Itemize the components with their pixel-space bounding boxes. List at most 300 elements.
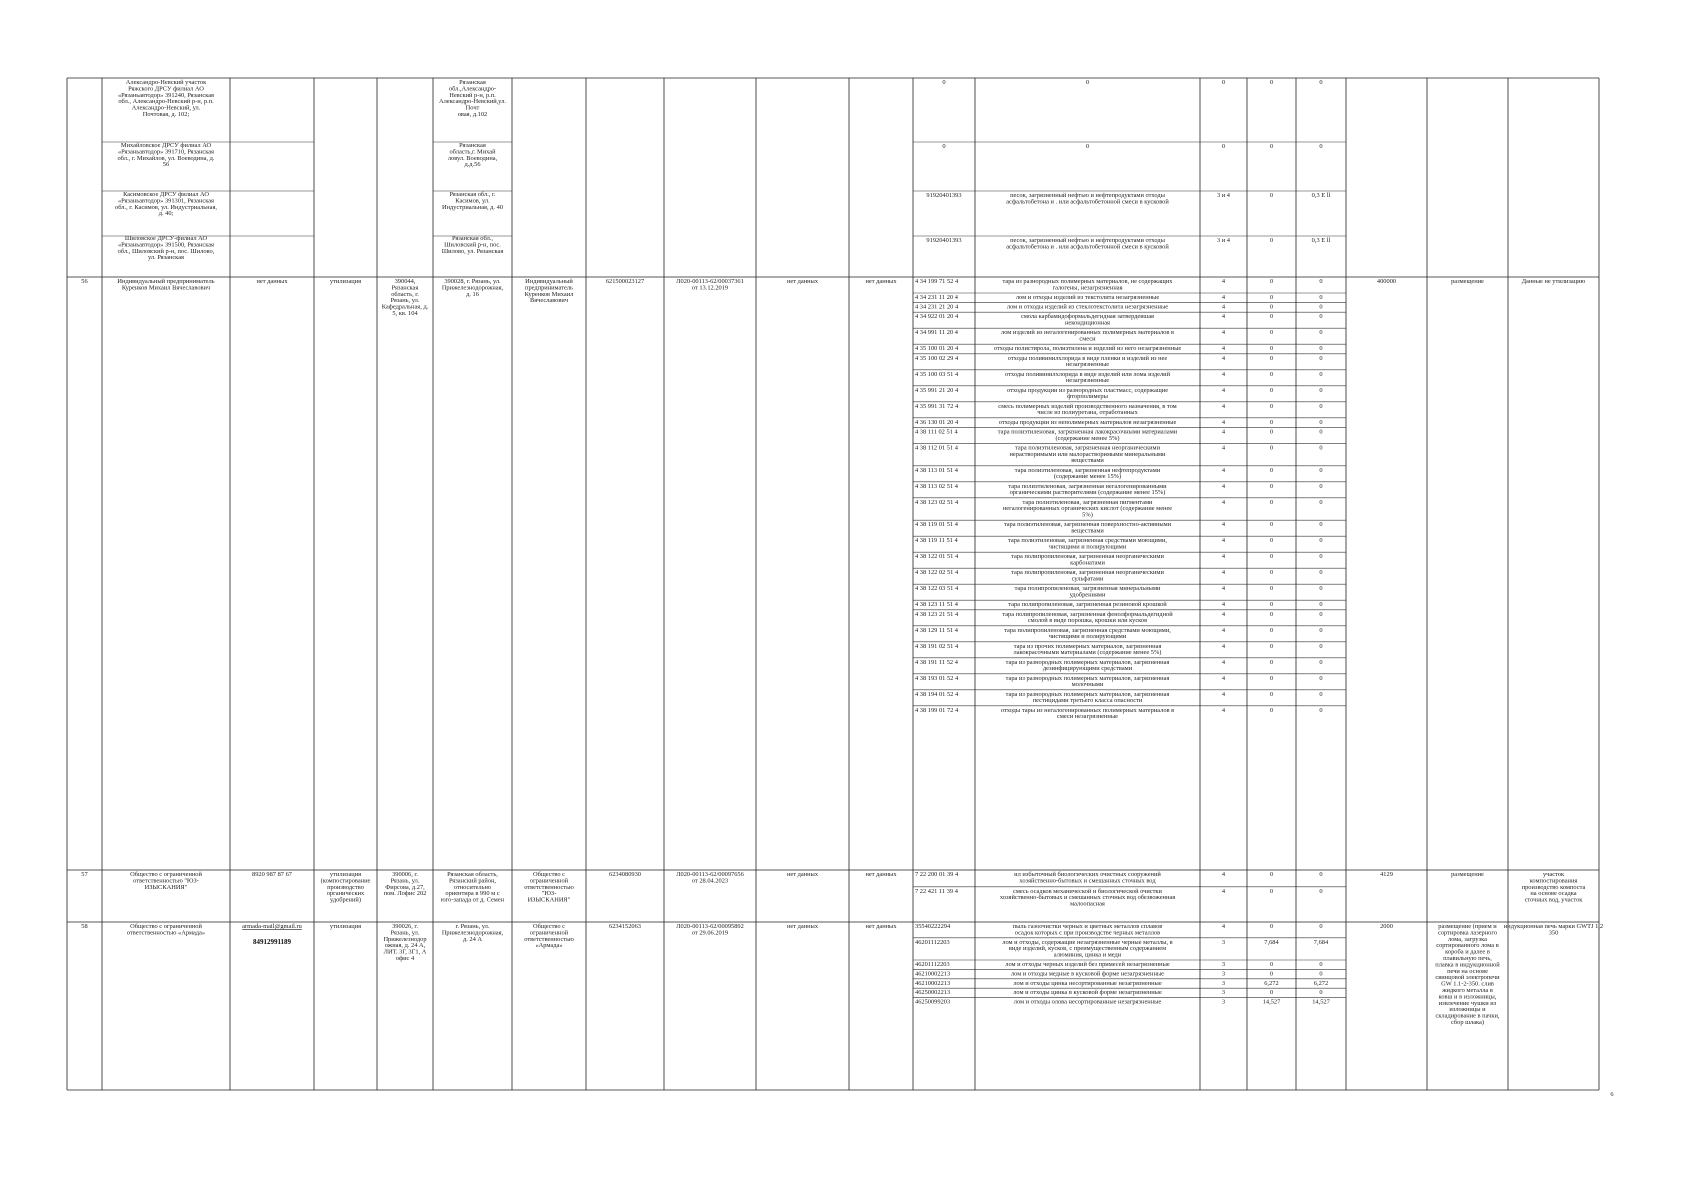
waste-description: чистящими и полирующими (1048, 543, 1127, 551)
operator-name: "ЮЗ- (541, 890, 557, 898)
activity-type: утилизация (329, 923, 362, 930)
waste-code: 46201112203 (915, 938, 950, 946)
waste-amount: 0 (1269, 294, 1274, 301)
waste-description: тара из разнородных полимерных материалов, не содержащих (1002, 278, 1173, 285)
waste-description: тара полипропиленовая, загрязненная фенолформальдегидной (1002, 610, 1173, 618)
waste-amount: 0 (1319, 961, 1323, 968)
waste-amount: 0 (1319, 313, 1323, 321)
waste-description: 0 (1085, 143, 1090, 150)
waste-description: лом и отходы цинка в кусковой форме незагрязненные (1013, 989, 1162, 997)
waste-amount: 14,527 (1312, 998, 1330, 1006)
handling-method: сортировка лазерного (1437, 929, 1498, 937)
hazard-class: 3 (1221, 979, 1226, 987)
license-number: от 28.04.2023 (691, 877, 729, 885)
waste-description: лом и отходы олова несортированные незагрязненные (1013, 998, 1162, 1006)
cell-no-data: нет данных (865, 278, 897, 285)
waste-description: тара из разнородных полимерных материалов, загрязненная (1005, 658, 1170, 666)
hazard-class: 4 (1221, 345, 1226, 353)
waste-code: 4 38 193 01 52 4 (915, 674, 959, 682)
waste-description: тара из разнородных полимерных материалов, загрязненная (1005, 674, 1170, 682)
waste-code: 4 38 129 11 51 4 (915, 626, 958, 634)
handling-method: лома, загрузка (1448, 935, 1487, 943)
handling-method: ковш и в изложницы, (1438, 993, 1497, 1001)
waste-description: отходы поливинилхлорида в виде изделий или лома изделий (1004, 370, 1171, 378)
site-address: Рязанская обл., (452, 235, 493, 242)
row-number: 58 (81, 923, 88, 930)
waste-description: лом и отходы, содержащие незагрязненные черные металлы, в (1002, 938, 1173, 946)
activity-type: (компостирование (320, 877, 371, 885)
waste-amount: 0 (1269, 386, 1274, 394)
waste-amount: 0 (1269, 871, 1274, 878)
waste-amount: 0 (1269, 418, 1274, 426)
hazard-class: 0 (1221, 79, 1226, 86)
waste-code: 35540222294 (915, 923, 951, 930)
waste-description: тара полиэтиленовая, загрязненная негалогенированными (1008, 482, 1167, 490)
waste-description: отходы поливинилхлорида в виде пленки и изделий из нее (1007, 354, 1168, 362)
organization-name: обл., Александро-Невский р-н, р.п. (118, 98, 214, 106)
waste-amount: 0 (1319, 278, 1323, 285)
waste-code: 4 38 119 01 51 4 (915, 521, 958, 529)
waste-code: 4 36 130 01 20 4 (915, 418, 959, 426)
inn: 6234152063 (609, 923, 641, 930)
waste-description: отходы полистирола, полиэтилена и изделий из него незагрязненные (993, 345, 1182, 353)
site-address: 390028, г. Рязань, ул. (444, 278, 501, 285)
cell-no-data: нет данных (865, 871, 897, 878)
waste-amount: 0 (1319, 626, 1323, 634)
operator-name: Общество с (532, 923, 566, 930)
waste-amount: 0 (1319, 674, 1323, 682)
hazard-class: 4 (1221, 444, 1226, 452)
organization-name: «Рязаньавтодор» 391500, Рязанская (117, 241, 215, 249)
waste-amount: 0 (1269, 706, 1274, 714)
waste-amount: 0 (1269, 428, 1274, 436)
waste-description: некондиционная (1065, 319, 1110, 327)
operator-name: Куренков Михаил (524, 290, 574, 298)
handling-method: жидкого металла в (1442, 987, 1493, 994)
waste-code: 7 22 200 01 39 4 (915, 871, 959, 878)
activity-type: производство (327, 883, 364, 891)
operator-name: Вячеславович (529, 297, 569, 305)
hazard-class: 4 (1221, 601, 1226, 609)
handling-method: короба и далее в (1445, 948, 1490, 956)
waste-amount: 0 (1319, 303, 1323, 311)
hazard-class: 4 (1221, 428, 1226, 436)
organization-name: Общество с ограниченной (130, 871, 202, 878)
legal-address: 390006, г. (392, 871, 418, 878)
waste-amount: 0 (1269, 601, 1274, 609)
hazard-class: 3 и 4 (1216, 192, 1231, 199)
organization-name: обл., г. Михайлов, ул. Воеводина, д. (117, 154, 215, 162)
waste-amount: 0 (1269, 303, 1274, 311)
waste-amount: 0 (1319, 887, 1323, 895)
hazard-class: 4 (1221, 642, 1226, 650)
waste-amount: 0 (1319, 537, 1323, 545)
waste-code: 4 34 231 21 20 4 (915, 303, 959, 311)
waste-amount: 0 (1319, 370, 1323, 378)
handling-method: GW 1.1-2-350. слив (1441, 980, 1494, 988)
waste-code: 7 22 421 11 39 4 (915, 887, 958, 895)
hazard-class: 4 (1221, 303, 1226, 311)
operator-name: предприниматель (525, 284, 573, 292)
waste-description: тара из разнородных полимерных материалов, загрязненная (1005, 690, 1170, 698)
waste-description: органическими растворителями (содержание менее 15%) (1009, 489, 1166, 497)
waste-description: песок, загрязненный нефтью и нефтепродуктами отходы (1010, 237, 1165, 244)
waste-amount: 0 (1319, 690, 1323, 698)
site-address: Александро-Невский,ул. (438, 98, 507, 106)
waste-amount: 0 (1269, 345, 1274, 353)
waste-amount: 0,3 E ll (1311, 237, 1331, 244)
legal-address: Рязань, ул. (390, 877, 420, 885)
operator-name: «Армада» (535, 942, 563, 950)
waste-description: негалогенированных органических кислот (содержание менее (1002, 505, 1173, 513)
waste-amount: 0 (1269, 569, 1274, 577)
notes: компостирования (1529, 877, 1578, 885)
legal-address: Рязанская (391, 284, 419, 292)
waste-description: тара полипропиленовая, загрязненная резиновой крошкой (1008, 601, 1167, 609)
hazard-class: 3 и 4 (1216, 237, 1231, 244)
waste-code: 4 34 922 01 20 4 (915, 313, 959, 321)
organization-name: ответственностью "ЮЗ- (133, 877, 199, 885)
organization-name: Ряжского ДРСУ филиал АО (128, 85, 204, 93)
waste-description: смеси незагрязненные (1057, 713, 1118, 721)
site-address: Шиловский р-н, пос. (444, 241, 501, 249)
waste-description: тара полиэтиленовая, загрязненная средствами моющими, (1007, 537, 1168, 545)
cell-no-data: нет данных (786, 923, 819, 930)
waste-description: пыль газоочистки черных и цветных металлов сплавов (1012, 923, 1163, 930)
waste-description: незагрязненные (1065, 377, 1110, 385)
cell-no-data: нет данных (865, 923, 897, 930)
waste-code: 46210002213 (915, 970, 951, 978)
waste-description: лом и отходы черных изделий без примесей незагрязненные (1005, 961, 1170, 968)
hazard-class: 3 (1221, 998, 1226, 1006)
waste-amount: 0 (1269, 482, 1274, 490)
waste-amount: 0 (1319, 658, 1323, 666)
site-address: Рязанская обл., г. (449, 191, 496, 198)
waste-description: тара полипропиленовая, загрязненная средствами моющими, (1004, 626, 1171, 634)
organization-name: 56 (162, 161, 170, 169)
waste-description: пестицидами третьего класса опасности (1032, 697, 1143, 705)
waste-amount: 0 (1269, 970, 1274, 978)
waste-amount: 0,3 E ll (1311, 192, 1331, 199)
site-address: ловул. Воеводина, (447, 154, 498, 162)
site-address: Почт (465, 104, 480, 112)
handling-method: плавильную печь, (1443, 955, 1492, 962)
site-address: Прижелезнодорожная, (441, 284, 504, 292)
legal-address: ЛИТ. 3Г, 3Г1, А (383, 948, 427, 956)
hazard-class: 0 (1221, 143, 1226, 150)
waste-amount: 0 (1319, 294, 1323, 301)
hazard-class: 3 (1221, 961, 1226, 968)
waste-amount: 0 (1269, 237, 1274, 244)
waste-code: 4 38 113 01 51 4 (915, 466, 958, 474)
site-address: юго-запада от д. Семен (440, 896, 505, 904)
hazard-class: 4 (1221, 626, 1226, 634)
waste-amount: 0 (1319, 428, 1323, 436)
inn: 6234080930 (609, 871, 641, 878)
waste-description: тара полиэтиленовая, загрязненная лакокрасочными материалами (997, 428, 1178, 436)
waste-description: малоопасная (1070, 900, 1105, 908)
waste-code: 4 35 100 01 20 4 (915, 345, 959, 353)
activity-type: удобрений) (330, 896, 361, 904)
waste-description: карбонатами (1070, 559, 1105, 567)
handling-method: свинцовой электропечи (1435, 974, 1500, 982)
waste-amount: 0 (1319, 923, 1323, 930)
waste-description: смеси (1079, 335, 1096, 343)
waste-description: фторполимеры (1067, 393, 1108, 401)
waste-code: 46250099203 (915, 998, 951, 1006)
waste-code: 4 38 194 01 52 4 (915, 690, 959, 698)
hazard-class: 4 (1221, 923, 1226, 930)
site-address: Шилово, ул. Рязанская (441, 247, 504, 255)
site-address: Прижелезнодорожная, (441, 929, 504, 937)
waste-description: лом и отходы изделий из текстолита незагрязненные (1015, 294, 1160, 301)
hazard-class: 4 (1221, 278, 1226, 285)
waste-amount: 0 (1319, 498, 1323, 506)
waste-amount: 0 (1319, 329, 1323, 337)
waste-code: 4 38 122 03 51 4 (915, 585, 959, 593)
waste-description: удобрениями (1069, 591, 1106, 599)
waste-code: 4 34 199 71 52 4 (915, 278, 959, 285)
activity-type: органических (326, 890, 365, 898)
operator-name: ИЗЫСКАНИЯ" (527, 896, 571, 904)
waste-description: галогены, незагрязненная (1052, 284, 1123, 292)
operator-name: ответственностью (524, 883, 574, 891)
hazard-class: 4 (1221, 887, 1226, 895)
organization-name: «Рязаньавтодор» 391240, Рязанская (117, 91, 215, 99)
organization-name: Индивидуальный предприниматель (117, 278, 215, 285)
waste-description: тара из прочих полимерных материалов, загрязненная (1013, 642, 1162, 650)
site-address: Рязанская (459, 79, 486, 86)
license-number: Л020-00113-62/00037361 (676, 278, 744, 285)
legal-address: Рязань, ул. (390, 297, 420, 305)
site-address: Рязанская (459, 142, 486, 149)
row-number: 56 (81, 278, 88, 285)
hazard-class: 4 (1221, 690, 1226, 698)
hazard-class: 4 (1221, 553, 1226, 561)
legal-address: 390044, (394, 278, 416, 285)
hazard-class: 4 (1221, 871, 1226, 878)
waste-description: хозяйственно-бытовых и смешанных сточных вод (1019, 877, 1156, 885)
waste-amount: 6,272 (1313, 979, 1329, 987)
waste-amount: 0 (1269, 370, 1274, 378)
waste-amount: 0 (1319, 553, 1323, 561)
capacity-value: 4129 (1380, 871, 1393, 878)
waste-description: виде изделий, кусков, с преимущественным содержанием (1008, 945, 1167, 953)
waste-description: 0 (1085, 79, 1090, 86)
organization-name: «Рязаньавтодор» 391710, Рязанская (117, 148, 215, 156)
waste-description: отходы продукции из неполимерных материалов незагрязненные (998, 418, 1177, 426)
cell-no-data: нет данных (786, 278, 819, 285)
waste-amount: 0 (1269, 498, 1274, 506)
handling-method: извлечение чушки из (1438, 999, 1497, 1007)
site-address: овая, д.102 (457, 111, 488, 118)
legal-address: ожная, д. 24 А, (384, 942, 426, 950)
hazard-class: 4 (1221, 610, 1226, 618)
hazard-class: 4 (1221, 674, 1226, 682)
waste-description: веществами (1071, 457, 1104, 465)
waste-description: смесь осадков механической и биологической очистки (1013, 887, 1162, 895)
waste-amount: 0 (1319, 610, 1323, 618)
waste-code: 91920401393 (926, 192, 962, 199)
waste-code: 4 38 122 02 51 4 (915, 569, 959, 577)
waste-code: 4 35 991 21 20 4 (915, 386, 959, 394)
handling-method: плавка в индукционной (1435, 961, 1500, 969)
handling-method: сортированного лома в (1436, 942, 1499, 950)
waste-amount: 0 (1269, 961, 1274, 968)
hazard-class: 4 (1221, 402, 1226, 410)
license-number: от 29.06.2019 (691, 929, 729, 937)
activity-type: утилизация (329, 871, 362, 878)
contact-phone: 84912991189 (252, 938, 292, 946)
waste-amount: 0 (1269, 79, 1274, 86)
waste-description: асфальтобетона и . или асфальтобетонной смеси в кусковой (1006, 198, 1169, 206)
waste-amount: 7,684 (1313, 938, 1329, 946)
waste-code: 46210002213 (915, 979, 951, 987)
waste-description: смолой в виде порошка, крошки или кусков (1027, 617, 1148, 625)
waste-code: 4 35 100 02 29 4 (915, 354, 959, 362)
contact-email[interactable]: armada-mail@gmail.ru (242, 923, 302, 930)
waste-amount: 0 (1319, 466, 1323, 474)
organization-name: д. 40; (158, 210, 174, 218)
waste-code: 91920401393 (926, 237, 962, 244)
site-address: Невский р-н, р.п. (449, 91, 496, 99)
license-number: от 13.12.2019 (691, 284, 729, 292)
waste-amount: 0 (1319, 642, 1323, 650)
site-address: д.д.56 (464, 161, 481, 169)
waste-amount: 0 (1269, 642, 1274, 650)
notes: производство компоста (1521, 883, 1586, 891)
handling-method: размещение (1451, 278, 1484, 285)
organization-name: Александро-Невский, ул. (131, 104, 201, 112)
organization-name: обл., Шиловский р-н, пос. Шилово, (117, 247, 215, 255)
organization-name: ответственностью «Армада» (126, 929, 206, 937)
waste-description: тара полипропиленовая, загрязненная минеральными (1014, 585, 1161, 593)
waste-code: 4 38 191 02 51 4 (915, 642, 959, 650)
waste-amount: 0 (1319, 402, 1323, 410)
waste-description: алюминия, цинка и меди (1053, 951, 1122, 959)
capacity-value: 2000 (1380, 923, 1393, 930)
hazard-class: 4 (1221, 418, 1226, 426)
notes: участок (1542, 871, 1565, 878)
waste-description: смола карбамидоформальдегидная затвердевшая (1021, 313, 1154, 321)
waste-description: 5%) (1082, 511, 1093, 519)
organization-name: Михайловское ДРСУ филиал АО (120, 142, 212, 149)
contact-phone: 8920 987 87 67 (252, 871, 292, 878)
waste-description: отходы тары из негалогенированных полимерных материалов в (1000, 706, 1175, 714)
site-address: ориентира в 990 м с (445, 890, 500, 898)
organization-name: Общество с ограниченной (130, 923, 202, 930)
site-address: г. Рязань, ул. (455, 923, 490, 930)
waste-code: 4 35 100 03 51 4 (915, 370, 959, 378)
waste-description: осадок которых с при производстве черных металлов (1014, 929, 1161, 937)
waste-description: сульфатами (1071, 575, 1104, 583)
waste-description: веществами (1071, 527, 1104, 535)
handling-method: размещение (прием и (1438, 923, 1497, 930)
waste-amount: 0 (1269, 192, 1274, 199)
license-number: Л020-00113-62/00095892 (676, 923, 744, 930)
waste-amount: 0 (1269, 658, 1274, 666)
waste-amount: 0 (1269, 444, 1274, 452)
waste-amount: 0 (1269, 887, 1274, 895)
waste-description: отходы продукции из разнородных пластмасс, содержащие (1006, 386, 1169, 394)
waste-amount: 0 (1319, 706, 1323, 714)
waste-amount: 0 (1269, 553, 1274, 561)
waste-code: 4 38 111 02 51 4 (915, 428, 958, 436)
hazard-class: 4 (1221, 706, 1226, 714)
waste-description: лакокрасочными материалами (содержание менее 5%) (1013, 649, 1162, 657)
waste-description: лом изделий из негалогенированных полимерных материалов в (1001, 329, 1174, 337)
organization-name: «Рязаньавтодор» 391301, Рязанская (117, 197, 215, 205)
waste-amount: 0 (1319, 143, 1323, 150)
waste-description: хозяйственно-бытовых и смешанных сточных вод обезвоженная (999, 894, 1176, 902)
waste-amount: 0 (1269, 143, 1274, 150)
waste-description: песок, загрязненный нефтью и нефтепродуктами отходы (1010, 192, 1165, 199)
handling-method: изложницы и (1449, 1006, 1486, 1014)
waste-amount: 0 (1319, 345, 1323, 353)
page-number: 6 (1610, 1091, 1614, 1098)
hazard-class: 4 (1221, 354, 1226, 362)
hazard-class: 4 (1221, 521, 1226, 529)
hazard-class: 3 (1221, 970, 1226, 978)
handling-method: печи на основе (1447, 967, 1488, 975)
waste-description: смесь полимерных изделий производственного назначения, в том (998, 402, 1177, 410)
contact-phone: нет данных (256, 278, 288, 285)
site-address: Рязанская область, (447, 871, 498, 878)
organization-name: ИЗЫСКАНИЯ" (144, 883, 188, 891)
activity-type: утилизация (329, 278, 362, 285)
capacity-value: 400000 (1376, 278, 1397, 285)
waste-amount: 0 (1269, 329, 1274, 337)
site-address: д. 16 (466, 290, 479, 298)
waste-code: 4 35 991 31 72 4 (915, 402, 959, 410)
waste-amount: 0 (1319, 569, 1323, 577)
site-address: д. 24 А (462, 935, 483, 943)
hazard-class: 4 (1221, 537, 1226, 545)
waste-code: 4 38 122 01 51 4 (915, 553, 959, 561)
waste-code: 46201112203 (915, 961, 950, 968)
waste-amount: 0 (1319, 354, 1323, 362)
waste-code: 4 38 191 11 52 4 (915, 658, 958, 666)
legal-address: 390026, г. (392, 923, 418, 930)
inn: 621500023127 (605, 278, 645, 285)
organization-name: Почтовая, д. 102; (142, 111, 190, 118)
waste-code: 4 38 199 01 72 4 (915, 706, 959, 714)
cell-no-data: нет данных (786, 871, 819, 878)
hazard-class: 3 (1221, 989, 1226, 997)
notes: индукционная печь марки GWTJ 1,2 (1503, 923, 1604, 930)
hazard-class: 3 (1221, 938, 1226, 946)
handling-method: сбор шлака) (1450, 1019, 1485, 1026)
legal-address: Прижелезнодор (383, 935, 427, 943)
hazard-class: 4 (1221, 569, 1226, 577)
site-address: Касимов, ул. (455, 197, 490, 205)
legal-address: пом. Лофис 202 (383, 890, 427, 898)
waste-amount: 0 (1269, 989, 1274, 997)
operator-name: Индивидуальный (525, 278, 573, 285)
waste-amount: 0 (1319, 444, 1323, 452)
waste-amount: 0 (1269, 466, 1274, 474)
organization-name: Касимовское ДРСУ филиал АО (123, 191, 209, 198)
site-address: Индустриальная, д. 40 (441, 203, 504, 211)
license-number: Л020-00113-62/00097656 (676, 871, 744, 878)
waste-description: тара полиэтиленовая, загрязненная поверхностно-активными (1003, 521, 1172, 529)
waste-code: 4 38 113 02 51 4 (915, 482, 958, 490)
waste-amount: 6,272 (1264, 979, 1279, 987)
legal-address: Кафедральная, д. (381, 303, 429, 311)
operator-name: ограниченной (529, 877, 569, 885)
waste-amount: 0 (1319, 970, 1323, 978)
operator-name: ограниченной (529, 929, 569, 937)
